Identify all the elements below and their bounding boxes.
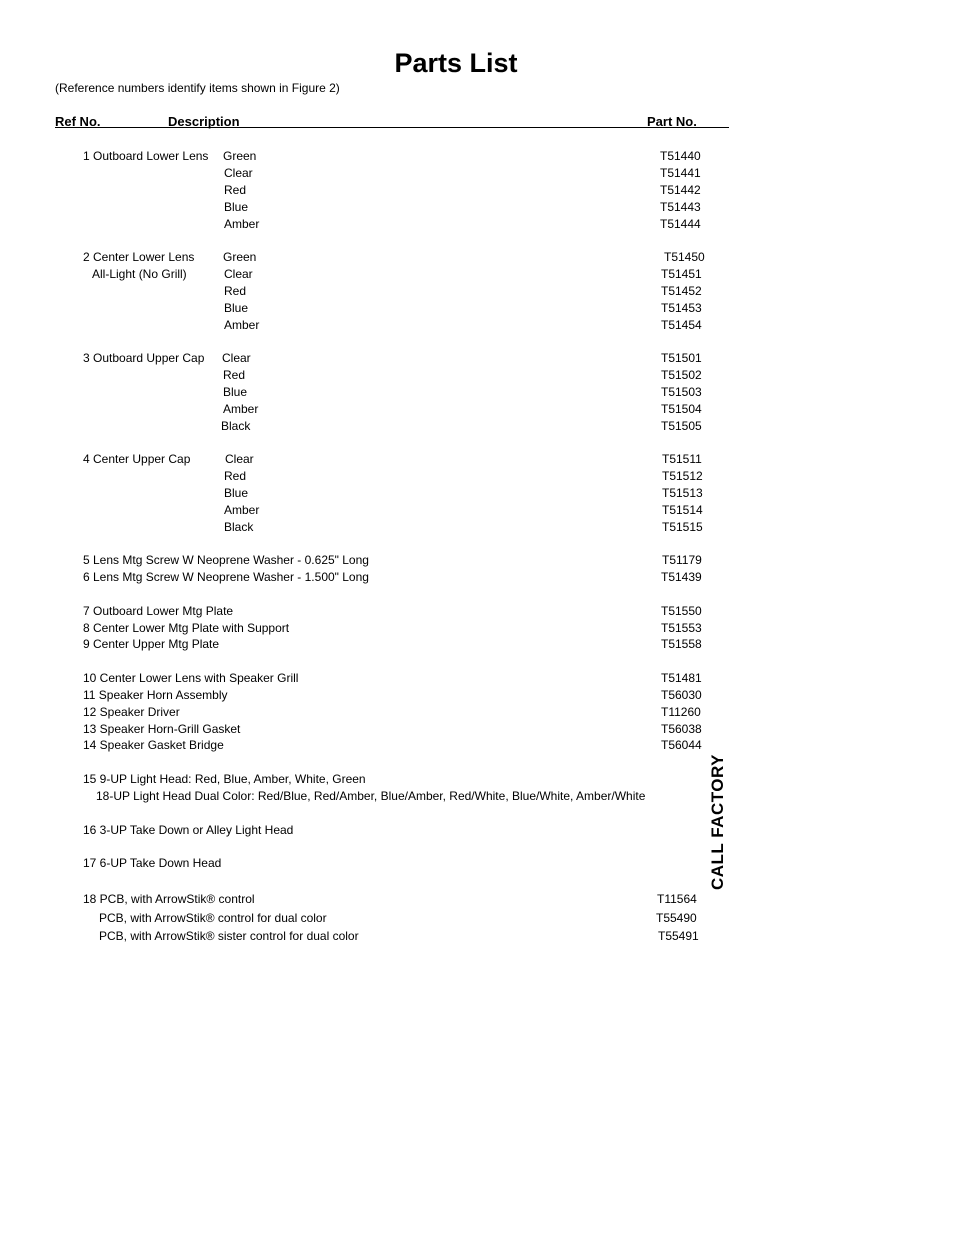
part-number: T51504 (661, 402, 702, 416)
part-number: T51511 (662, 452, 702, 466)
part-description: 3 Outboard Upper Cap (83, 351, 205, 365)
part-number: T11564 (657, 892, 697, 906)
part-color: Red (224, 183, 247, 197)
part-number: T56038 (661, 722, 702, 736)
part-number: T51443 (660, 200, 701, 214)
part-number: T51513 (662, 486, 703, 500)
part-number: T51514 (662, 503, 703, 517)
part-color: Amber (224, 503, 260, 517)
part-number: T55490 (656, 911, 697, 925)
part-description: PCB, with ArrowStik® control for dual color (99, 911, 327, 925)
part-number: T51503 (661, 385, 702, 399)
part-description: 9 Center Upper Mtg Plate (83, 637, 220, 651)
part-color: Blue (223, 385, 248, 399)
part-number: T55491 (658, 929, 699, 943)
part-description: 13 Speaker Horn-Grill Gasket (83, 722, 241, 736)
part-number: T51453 (661, 301, 702, 315)
part-description: 5 Lens Mtg Screw W Neoprene Washer - 0.625" Long (83, 553, 369, 567)
part-color: Clear (225, 452, 254, 466)
call-factory-label: CALL FACTORY (708, 753, 727, 891)
part-description: 16 3-UP Take Down or Alley Light Head (83, 823, 294, 837)
part-number: T51451 (661, 267, 702, 281)
part-description: 18-UP Light Head Dual Color: Red/Blue, Red/Amber, Blue/Amber, Red/White, Blue/White, Amber/White (96, 789, 646, 803)
part-color: Green (223, 250, 257, 264)
part-description: 10 Center Lower Lens with Speaker Grill (83, 671, 299, 685)
part-number: T51502 (661, 368, 702, 382)
part-number: T51444 (660, 217, 701, 231)
page-title: Parts List (394, 48, 518, 78)
page-subtitle: (Reference numbers identify items shown in Figure 2) (55, 81, 340, 95)
part-number: T51452 (661, 284, 702, 298)
part-color: Amber (224, 318, 260, 332)
part-color: Amber (224, 217, 260, 231)
part-number: T51450 (664, 250, 705, 264)
part-number: T51505 (661, 419, 702, 433)
part-number: T11260 (661, 705, 701, 719)
part-description: 8 Center Lower Mtg Plate with Support (83, 621, 290, 635)
part-description: 14 Speaker Gasket Bridge (83, 738, 224, 752)
part-color: Black (221, 419, 251, 433)
part-number: T51440 (660, 149, 701, 163)
part-description: 2 Center Lower Lens (83, 250, 195, 264)
part-color: Red (224, 284, 247, 298)
part-description: 4 Center Upper Cap (83, 452, 191, 466)
part-number: T51441 (660, 166, 701, 180)
part-number: T51550 (661, 604, 702, 618)
part-description: PCB, with ArrowStik® sister control for dual color (99, 929, 359, 943)
part-number: T51481 (661, 671, 702, 685)
part-number: T51501 (661, 351, 702, 365)
part-color: Clear (222, 351, 251, 365)
part-description: 15 9-UP Light Head: Red, Blue, Amber, White, Green (83, 772, 366, 786)
part-number: T51439 (661, 570, 702, 584)
header-rule (55, 127, 729, 128)
part-number: T51558 (661, 637, 702, 651)
part-color: Clear (224, 166, 253, 180)
part-number: T51179 (662, 553, 702, 567)
header-ref-no: Ref No. (55, 114, 101, 129)
part-description: 7 Outboard Lower Mtg Plate (83, 604, 234, 618)
part-number: T51515 (662, 520, 703, 534)
part-description: 17 6-UP Take Down Head (83, 856, 222, 870)
part-description: 6 Lens Mtg Screw W Neoprene Washer - 1.500" Long (83, 570, 369, 584)
part-number: T51454 (661, 318, 702, 332)
part-color: Red (224, 469, 247, 483)
part-description: 1 Outboard Lower Lens (83, 149, 209, 163)
part-color: Black (224, 520, 254, 534)
part-color: Red (223, 368, 246, 382)
part-description: 12 Speaker Driver (83, 705, 180, 719)
part-description: 11 Speaker Horn Assembly (83, 688, 228, 702)
part-description: All-Light (No Grill) (92, 267, 187, 281)
part-number: T56044 (661, 738, 702, 752)
part-number: T51553 (661, 621, 702, 635)
header-description: Description (168, 114, 240, 129)
part-color: Blue (224, 301, 249, 315)
part-number: T51512 (662, 469, 703, 483)
part-number: T56030 (661, 688, 702, 702)
part-color: Clear (224, 267, 253, 281)
part-color: Green (223, 149, 257, 163)
part-color: Amber (223, 402, 259, 416)
part-number: T51442 (660, 183, 701, 197)
part-color: Blue (224, 486, 249, 500)
part-color: Blue (224, 200, 249, 214)
header-part-no: Part No. (647, 114, 697, 129)
part-description: 18 PCB, with ArrowStik® control (83, 892, 255, 906)
